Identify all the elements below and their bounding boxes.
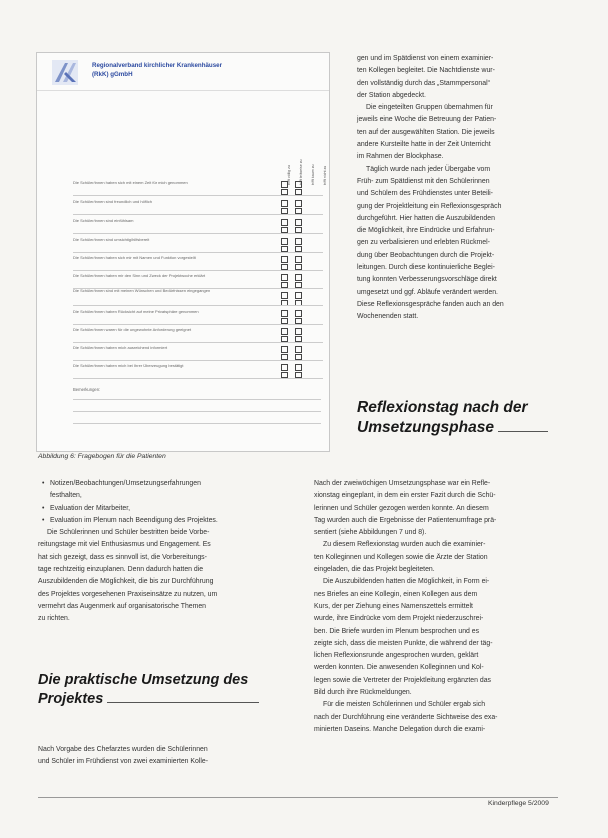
text-line: lerinnen und Schüler gezogen werden konnte. An diesem xyxy=(314,504,489,512)
patient-questionnaire-figure xyxy=(36,52,330,452)
header-divider xyxy=(37,90,329,91)
text-line: und Schülern des Frühdienstes unter Beteili- xyxy=(357,190,493,198)
checkbox[interactable] xyxy=(281,274,288,281)
text-line: dung über Beobachtungen durch die Projekt- xyxy=(357,251,495,259)
text-line: gen und im Spätdienst von einem examinier- xyxy=(357,55,494,62)
question-text: Die Schüler/innen haben Rücksicht auf meine Privatsphäre genommen xyxy=(73,309,199,314)
question-row xyxy=(73,255,323,267)
text-line: des Projektes vorgesehenen Praxiseinsätze zu nutzen, um xyxy=(38,590,218,598)
question-text: Die Schüler/innen haben sich mir mit Namen und Funktion vorgestellt xyxy=(73,255,196,260)
text-line: die Möglichkeit, ihre Eindrücke und Erfahrun- xyxy=(357,227,495,235)
list-item: • Evaluation der Mitarbeiter, xyxy=(38,503,288,515)
text-line: Tag wurden auch die Ergebnisse der Patientenumfrage prä- xyxy=(314,516,497,524)
text-line: jeweils eine Woche die Betreuung der Patien- xyxy=(357,116,497,124)
question-row xyxy=(73,199,323,211)
text-line: Die Auszubildenden hatten die Möglichkeit, in Form ei- xyxy=(323,578,490,586)
checkbox[interactable] xyxy=(295,181,302,188)
checkbox[interactable] xyxy=(281,181,288,188)
text-line: Nach der zweiwöchigen Umsetzungsphase war ein Refle- xyxy=(314,480,491,487)
text-line: im Rahmen der Blockphase. xyxy=(357,153,444,161)
checkbox[interactable] xyxy=(281,328,288,335)
text-line: leitungen. Durch diese kontinuierliche Beglei- xyxy=(357,264,495,272)
question-text: Die Schüler/innen sind freundlich und höflich xyxy=(73,199,152,204)
text-line: Die Schülerinnen und Schüler bestritten beide Vorbe- xyxy=(47,529,210,537)
footer-rule xyxy=(38,797,558,798)
text-line: minierten Daseins. Manche Delegation durch die exami- xyxy=(314,725,486,733)
text-line: gen zu verbalisieren und erlebten Rückmel- xyxy=(357,239,490,247)
text-line: xionstag eingeplant, in dem ein erster Fazit durch die Schü- xyxy=(314,492,496,500)
checkbox[interactable] xyxy=(281,310,288,317)
remarks-line[interactable] xyxy=(73,423,321,424)
question-text: Die Schüler/innen sind mit meinen Wünschen und Bedürfnissen eingegangen xyxy=(73,288,211,293)
list-item: • Notizen/Beobachtungen/Umsetzungserfahrungen festhalten, xyxy=(38,478,288,503)
question-row xyxy=(73,180,323,192)
question-row xyxy=(73,237,323,249)
checkbox[interactable] xyxy=(295,292,302,299)
question-row xyxy=(73,309,323,321)
text-line: Täglich wurde nach jeder Übergabe vom xyxy=(366,165,491,173)
text-line: zeigte sich, dass die meisten Punkte, die während der täg- xyxy=(314,639,493,647)
text-line: nes Briefes an eine Kollegin, einen Kollegen aus dem xyxy=(314,590,478,598)
bullet-list xyxy=(38,478,288,527)
heading-rule xyxy=(498,431,548,432)
text-line: hat sich gezeigt, dass es sinnvoll ist, die Vorbereitungs- xyxy=(38,553,207,561)
checkbox[interactable] xyxy=(281,292,288,299)
text-line: Für die meisten Schülerinnen und Schüler ergab sich xyxy=(323,701,486,709)
left-column-middle-text xyxy=(38,478,288,626)
figure-caption: Abbildung 6: Fragebogen für die Patienten xyxy=(38,453,166,460)
text-line: und Schüler im Frühdienst von zwei examinierten Kolle- xyxy=(38,758,209,766)
remarks-label: Bemerkungen: xyxy=(73,387,101,392)
text-line: legen sowie die Vertreter der Projektleitung ergänzten das xyxy=(314,676,491,684)
text-line: sentiert (siehe Abbildungen 7 und 8). xyxy=(314,529,427,537)
column-header-hardly: trifft kaum zu xyxy=(311,164,315,185)
text-line: werden konnten. Die anwesenden Kolleginnen und Kol- xyxy=(314,664,484,672)
checkbox[interactable] xyxy=(295,238,302,245)
question-row xyxy=(73,345,323,357)
question-text: Die Schüler/innen haben sich mit einem Zeit für mich genommen xyxy=(73,180,188,185)
text-line: tung konnten Verbesserungsvorschläge direkt xyxy=(357,276,497,284)
checkbox[interactable] xyxy=(295,364,302,371)
organization-name-line2: (RkK) gGmbH xyxy=(92,71,133,78)
question-text: Die Schüler/innen sind umsichtig/hilfsbereit xyxy=(73,237,150,242)
text-line: Früh- zum Spätdienst mit den Schülerinnen xyxy=(357,177,490,185)
checkbox[interactable] xyxy=(295,346,302,353)
question-text: Die Schüler/innen waren für die ungewohnte Anforderung geeignet xyxy=(73,327,192,332)
text-line: eingeladen, die das Projekt begleiteten. xyxy=(314,566,435,574)
checkbox[interactable] xyxy=(281,238,288,245)
text-line: lichen Reflexionsrunde angesprochen wurden, geklärt xyxy=(314,652,479,660)
organization-name-line1: Regionalverband kirchlicher Krankenhäuser xyxy=(92,62,222,69)
checkbox[interactable] xyxy=(281,346,288,353)
text-line: gung der Projektleitung ein Reflexionsgespräch xyxy=(357,202,502,210)
checkbox[interactable] xyxy=(281,219,288,226)
checkbox[interactable] xyxy=(295,200,302,207)
text-line: durchgeführt. Hier hatten die Auszubildenden xyxy=(357,214,495,222)
question-text: Die Schüler/innen haben mich bei Ihrer Überzeugung bestätigt xyxy=(73,363,184,368)
heading-reflexionstag xyxy=(357,398,548,438)
right-column-top-text xyxy=(357,53,557,324)
text-line: umgesetzt und ggf. Abläufe verändert werden. xyxy=(357,288,498,296)
right-column-bottom-text xyxy=(314,478,556,736)
question-row xyxy=(73,218,323,230)
text-line: Die eingeteilten Gruppen übernahmen für xyxy=(366,104,493,112)
question-text: Die Schüler/innen sind einfühlsam xyxy=(73,218,134,223)
checkbox[interactable] xyxy=(295,274,302,281)
heading-line: Projektes xyxy=(38,691,104,707)
checkbox[interactable] xyxy=(281,256,288,263)
question-row xyxy=(73,327,323,339)
heading-praktische-umsetzung xyxy=(38,671,259,709)
question-row xyxy=(73,288,323,300)
text-line: zu richten. xyxy=(38,615,70,623)
text-line: Bild durch ihre Rückmeldungen. xyxy=(314,689,412,697)
text-line: Wochenenden statt. xyxy=(357,313,419,321)
text-line: der Station abgedeckt. xyxy=(357,91,426,99)
question-row xyxy=(73,363,323,375)
text-line: andere Kursteilte hatte in der Zeit Unterricht xyxy=(357,141,491,149)
text-line: Kurs, der per Ziehung eines Namenszettels ermittelt xyxy=(314,602,473,610)
question-text: Die Schüler/innen haben mich ausreichend informiert xyxy=(73,345,168,350)
text-line: den vollständig durch das „Stammpersonal“ xyxy=(357,79,490,87)
organization-logo-icon xyxy=(52,60,78,85)
checkbox[interactable] xyxy=(295,219,302,226)
remarks-line[interactable] xyxy=(73,411,321,412)
text-line: reitungstage mit viel Enthusiasmus und Engagement. Es xyxy=(38,541,211,549)
column-header-not: trifft nicht zu xyxy=(323,165,327,185)
checkbox[interactable] xyxy=(295,310,302,317)
column-header-fully: trifft völlig zu xyxy=(287,165,291,185)
remarks-line[interactable] xyxy=(73,399,321,400)
checkbox[interactable] xyxy=(281,200,288,207)
question-text: Die Schüler/innen haben mir den Sinn und Zweck der Projektwoche erklärt xyxy=(73,273,206,278)
text-line: Auszubildenden die Möglichkeit, die bis zur Durchführung xyxy=(38,578,214,586)
text-line: vermehrt das Augenmerk auf organisatorische Themen xyxy=(38,602,207,610)
checkbox[interactable] xyxy=(281,364,288,371)
checkbox[interactable] xyxy=(295,256,302,263)
column-header-partly: trifft teilweise zu xyxy=(299,159,303,185)
heading-line: Umsetzungsphase xyxy=(357,419,494,436)
text-line: Nach Vorgabe des Chefarztes wurden die Schülerinnen xyxy=(38,746,208,753)
left-column-bottom-text xyxy=(38,744,288,769)
heading-rule xyxy=(107,702,259,703)
text-line: nach der Durchführung eine veränderte Sichtweise des exa- xyxy=(314,713,498,721)
text-line: wurde, ihre Eindrücke vom dem Projekt niederzuschrei- xyxy=(314,615,484,623)
text-line: ten Kollegen begleitet. Die Nachtdienste wur- xyxy=(357,67,495,75)
text-line: Diese Reflexionsgespräche fanden auch an den xyxy=(357,300,504,308)
text-line: tage rechtzeitig einzuplanen. Denn dadurch hatten die xyxy=(38,566,204,574)
text-line: Zu diesem Reflexionstag wurden auch die examinier- xyxy=(323,541,486,549)
heading-line: Reflexionstag nach der xyxy=(357,399,528,416)
footer-journal: Kinderpflege 5/2009 xyxy=(488,800,549,807)
question-row xyxy=(73,273,323,285)
list-item: • Evaluation im Plenum nach Beendigung des Projektes. xyxy=(38,515,288,527)
text-line: ten auf der ausgewählten Station. Die jeweils xyxy=(357,128,495,136)
checkbox[interactable] xyxy=(295,328,302,335)
text-line: ben. Die Briefe wurden im Plenum besprochen und es xyxy=(314,627,480,635)
heading-line: Die praktische Umsetzung des xyxy=(38,672,249,688)
text-line: ten Kolleginnen und Kollegen sowie die Ärzte der Station xyxy=(314,553,488,561)
